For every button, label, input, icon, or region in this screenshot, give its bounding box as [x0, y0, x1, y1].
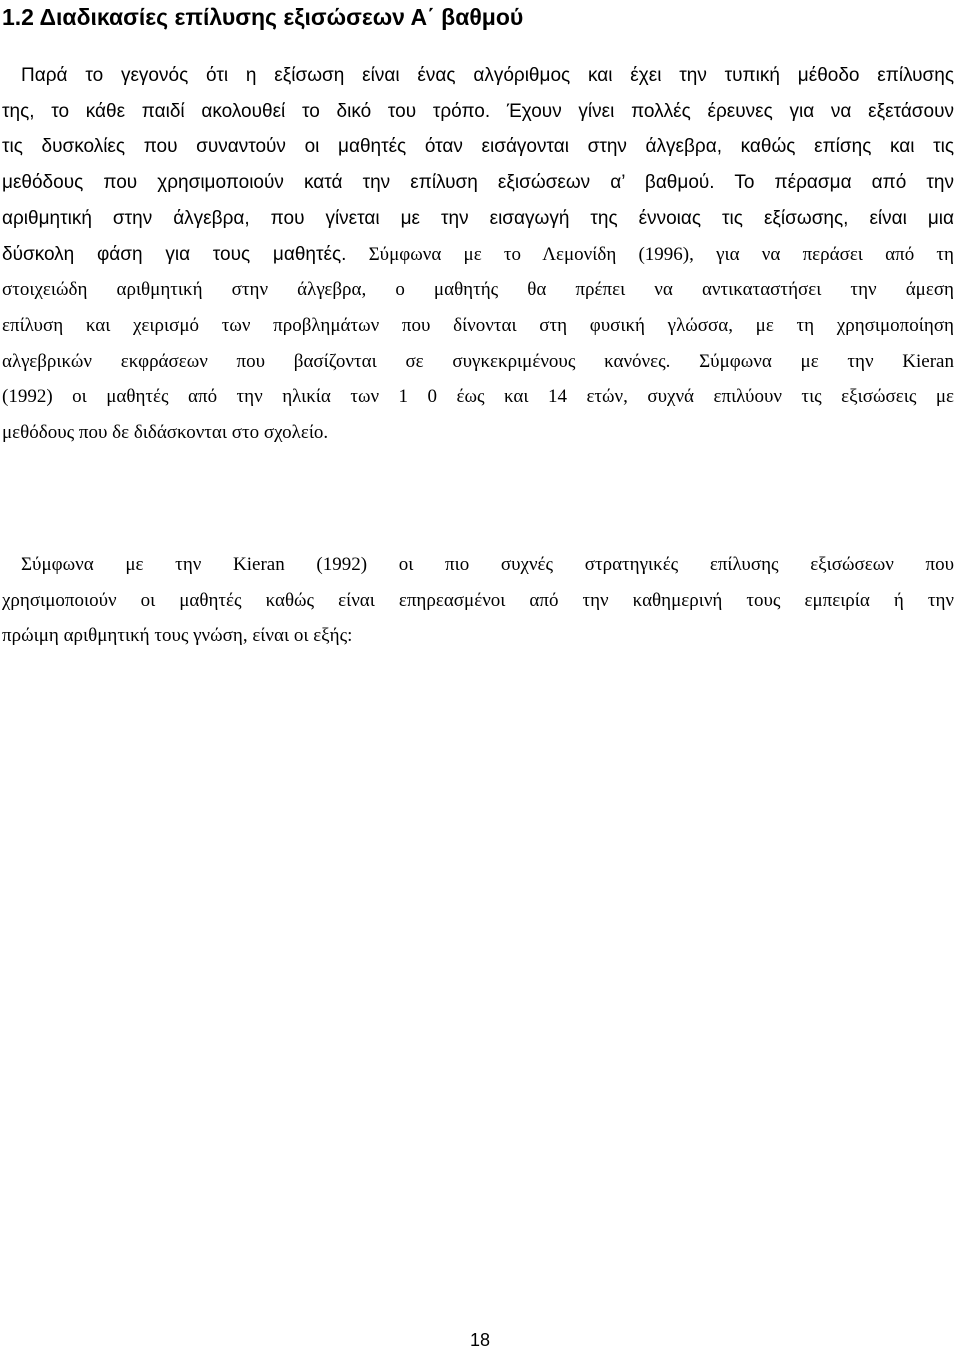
- page-number: 18: [469, 1330, 491, 1350]
- paragraph-line-mixed: [2, 237, 954, 273]
- paragraph-line: επίλυση και χειρισμό των προβλημάτων που δίνονται στη φυσική γλώσσα, με τη χρησιμοποίηση: [2, 314, 954, 336]
- paragraph-line-part: δύσκολη φάση για τους μαθητές.: [2, 243, 347, 265]
- paragraph-line: μεθόδους που δε διδάσκονται στο σχολείο.: [2, 422, 329, 444]
- paragraph-line: τις δυσκολίες που συναντούν οι μαθητές όταν εισάγονται στην άλγεβρα, καθώς επίσης και τις: [2, 136, 954, 158]
- section-heading: 1.2 Διαδικασίες επίλυσης εξισώσεων Α΄ βαθμού: [2, 4, 524, 30]
- paragraph-strategies-intro: [2, 58, 954, 451]
- paragraph-line: αλγεβρικών εκφράσεων που βασίζονται σε συγκεκριμένους κανόνες. Σύμφωνα με την Kieran: [2, 350, 954, 372]
- paragraph-line: της, το κάθε παιδί ακολουθεί το δικό του τρόπο. Έχουν γίνει πολλές έρευνες για να εξετάσουν: [2, 100, 954, 122]
- paragraph-line: (1992) οι μαθητές από την ηλικία των 1 0 έως και 14 ετών, συχνά επιλύουν τις εξισώσεις με: [2, 386, 954, 408]
- paragraph-line: αριθμητική στην άλγεβρα, που γίνεται με την εισαγωγή της έννοιας τις εξίσωσης, είναι μια: [2, 207, 954, 229]
- paragraph-line: Σύμφωνα με την Kieran (1992) οι πιο συχνές στρατηγικές επίλυσης εξισώσεων που: [21, 554, 954, 575]
- paragraph-line: Παρά το γεγονός ότι η εξίσωση είναι ένας αλγόριθμος και έχει την τυπική μέθοδο επίλυσης: [21, 65, 954, 86]
- paragraph-kieran-strategies: [2, 547, 954, 654]
- paragraph-line: στοιχειώδη αριθμητική στην άλγεβρα, ο μαθητής θα πρέπει να αντικαταστήσει την άμεση: [2, 279, 954, 301]
- paragraph-line-part: Σύμφωνα με το Λεμονίδη (1996), για να περάσει από τη: [346, 243, 954, 265]
- paragraph-line: πρώιμη αριθμητική τους γνώση, είναι οι εξής:: [2, 625, 353, 647]
- paragraph-line: χρησιμοποιούν οι μαθητές καθώς είναι επηρεασμένοι από την καθημερινή τους εμπειρία ή την: [2, 589, 954, 611]
- paragraph-line: μεθόδους που χρησιμοποιούν κατά την επίλυση εξισώσεων α’ βαθμού. Το πέρασμα από την: [2, 172, 954, 194]
